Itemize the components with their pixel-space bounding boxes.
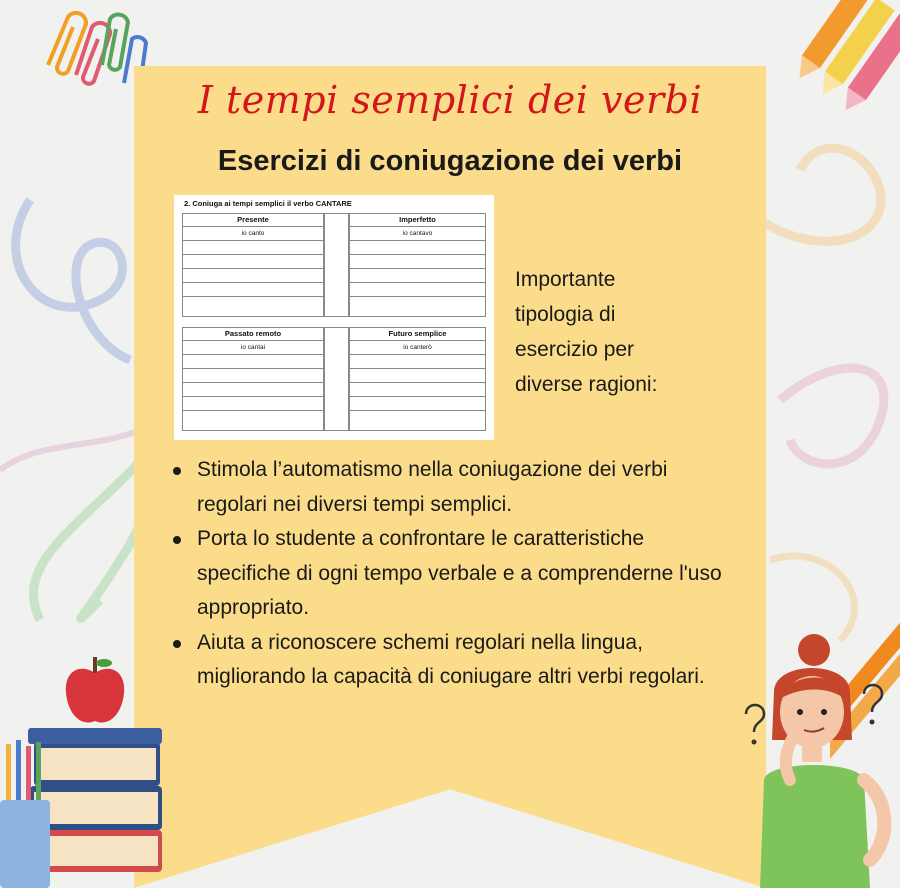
intro-text	[515, 262, 725, 402]
worksheet-heading: 2. Coniuga ai tempi semplici il verbo CANTARE	[184, 199, 352, 208]
page-subtitle: Esercizi di coniugazione dei verbi	[217, 145, 683, 177]
worksheet-column	[182, 327, 324, 431]
worksheet-table	[182, 327, 486, 431]
worksheet-column	[349, 327, 486, 431]
crayons-icon	[790, 0, 900, 110]
paperclip-icon	[28, 5, 148, 115]
intro-line: diverse ragioni:	[515, 373, 658, 396]
list-item: Stimola l’automatismo nella coniugazione dei verbi regolari nei diversi tempi semplici.	[170, 453, 730, 522]
column-header: Futuro semplice	[350, 328, 485, 341]
column-header: Presente	[183, 214, 323, 227]
list-item: Porta lo studente a confrontare le caratteristiche specifiche di ogni tempo verbale e a comprenderne l'uso appropriato.	[170, 522, 730, 626]
worksheet-table	[182, 213, 486, 317]
column-first-row: io canterò	[350, 341, 485, 355]
worksheet-column	[182, 213, 324, 317]
worksheet-spacer	[324, 213, 349, 317]
page-title: I tempi semplici dei verbi	[197, 78, 703, 122]
column-first-row: io canto	[183, 227, 323, 241]
worksheet-image	[174, 195, 494, 440]
question-mark-icon	[858, 680, 888, 730]
question-mark-icon	[740, 700, 770, 750]
column-first-row: io cantai	[183, 341, 323, 355]
column-header: Imperfetto	[350, 214, 485, 227]
worksheet-spacer	[324, 327, 349, 431]
worksheet-column	[349, 213, 486, 317]
intro-line: Importante	[515, 268, 616, 291]
intro-line: esercizio per	[515, 338, 635, 361]
reasons-list	[170, 453, 730, 695]
pencil-cup-icon	[0, 740, 60, 888]
apple-icon	[60, 655, 130, 730]
column-header: Passato remoto	[183, 328, 323, 341]
column-first-row: io cantavo	[350, 227, 485, 241]
thinking-girl-icon	[740, 630, 900, 888]
list-item: Aiuta a riconoscere schemi regolari nella lingua, migliorando la capacità di coniugare altri verbi regolari.	[170, 626, 730, 695]
intro-line: tipologia di	[515, 303, 616, 326]
